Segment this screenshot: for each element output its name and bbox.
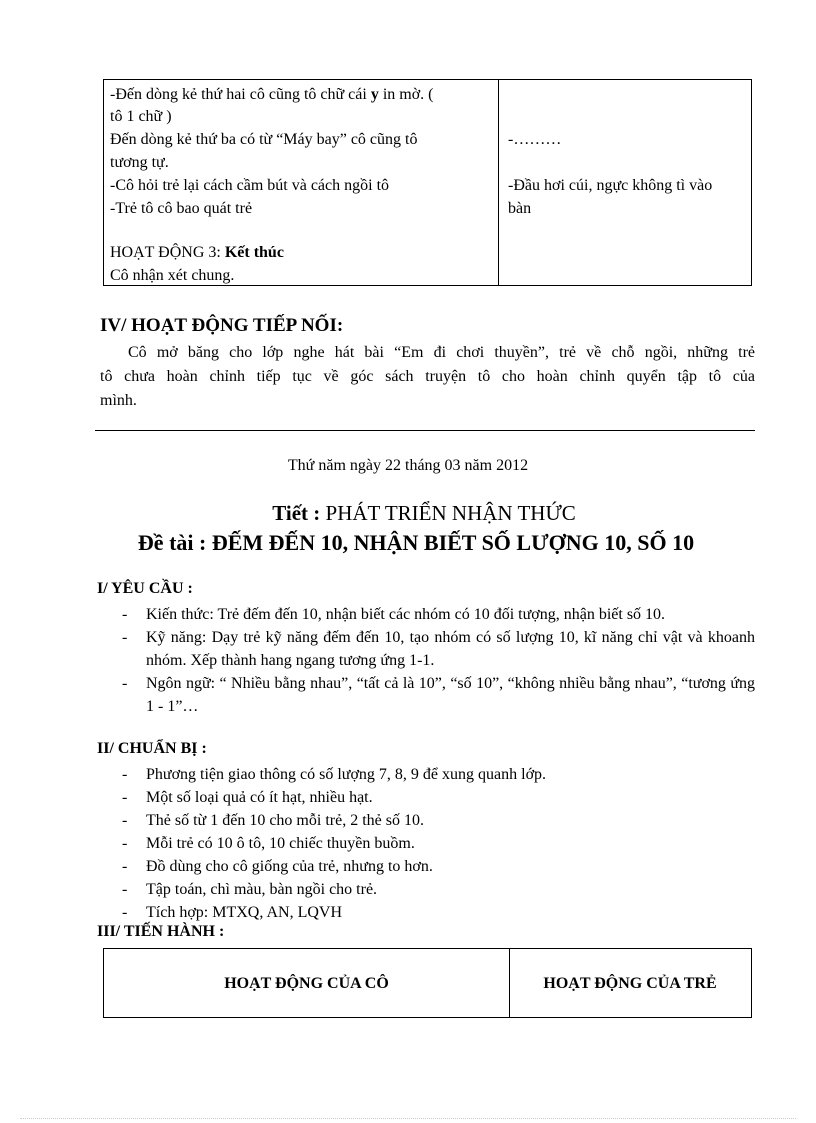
list-item: - Kỹ năng: Dạy trẻ kỹ năng đếm đến 10, tạo nhóm có số lượng 10, kĩ năng chỉ vật và khoanh nhóm. Xếp thành hang ngang tương ứng 1-1. [120,626,755,672]
requirements-list [120,603,755,718]
child-activity-text: bàn [508,200,532,217]
section-divider [95,430,755,431]
table-text-line: tô 1 chữ ) [110,108,172,125]
table-text-line: Cô nhận xét chung. [110,267,235,284]
section-ii-heading: II/ CHUẨN BỊ : [97,740,207,757]
lesson-date: Thứ năm ngày 22 tháng 03 năm 2012 [287,457,529,474]
section-iii-heading: III/ TIẾN HÀNH : [97,923,225,940]
list-item: - Đồ dùng cho cô giống của trẻ, nhưng to hơn. [120,855,755,878]
page-bottom-edge [20,1118,796,1119]
lesson-title: Tiết : PHÁT TRIỂN NHẬN THỨC [272,501,576,525]
section-iv-paragraph-line: Cô mở băng cho lớp nghe hát bài “Em đi chơi thuyền”, trẻ về chỗ ngồi, những trẻ [128,344,755,361]
table-text-line: tương tự. [110,154,169,171]
child-activity-text: -Đầu hơi cúi, ngực không tì vào [508,177,713,194]
activity-table-top [103,79,752,286]
table-text-line: Đến dòng kẻ thứ ba có từ “Máy bay” cô cũng tô [110,131,418,148]
list-item: - Một số loại quả có ít hạt, nhiều hạt. [120,786,755,809]
list-item: - Mỗi trẻ có 10 ô tô, 10 chiếc thuyền buồm. [120,832,755,855]
child-activity-header: HOẠT ĐỘNG CỦA TRẺ [543,975,717,992]
lesson-topic: Đề tài : ĐẾM ĐẾN 10, NHẬN BIẾT SỐ LƯỢNG 10, SỐ 10 [137,530,695,555]
list-item: - Tập toán, chì màu, bàn ngồi cho trẻ. [120,878,755,901]
list-item: - Ngôn ngữ: “ Nhiều bằng nhau”, “tất cả là 10”, “số 10”, “không nhiều bằng nhau”, “tương ứng 1 - 1”… [120,672,755,718]
list-item: - Tích hợp: MTXQ, AN, LQVH [120,901,755,924]
list-item: - Kiến thức: Trẻ đếm đến 10, nhận biết các nhóm có 10 đối tượng, nhận biết số 10. [120,603,755,626]
table-text-line: -Trẻ tô cô bao quát trẻ [110,200,253,217]
table-text-line: -Cô hỏi trẻ lại cách cầm bút và cách ngồi tô [110,177,390,194]
activity-3-heading: HOẠT ĐỘNG 3: Kết thúc [110,244,284,261]
teacher-activity-header: HOẠT ĐỘNG CỦA CÔ [224,975,389,992]
child-activity-text: -……… [508,131,562,148]
section-iv-paragraph-line: mình. [100,392,137,409]
list-item: - Phương tiện giao thông có số lượng 7, 8, 9 để xung quanh lớp. [120,763,755,786]
section-iv-heading: IV/ HOẠT ĐỘNG TIẾP NỐI: [100,315,344,336]
preparation-list [120,763,755,924]
activity-table-header [103,948,752,1018]
section-i-heading: I/ YÊU CẦU : [97,580,193,597]
table-column-divider [498,80,499,285]
list-item: - Thẻ số từ 1 đến 10 cho mỗi trẻ, 2 thẻ số 10. [120,809,755,832]
table-text-line: -Đến dòng kẻ thứ hai cô cũng tô chữ cái y in mờ. ( [110,86,434,103]
section-iv-paragraph-line: tô chưa hoàn chỉnh tiếp tục về góc sách truyện tô cho hoàn chỉnh quyển tập tô của [100,368,755,385]
